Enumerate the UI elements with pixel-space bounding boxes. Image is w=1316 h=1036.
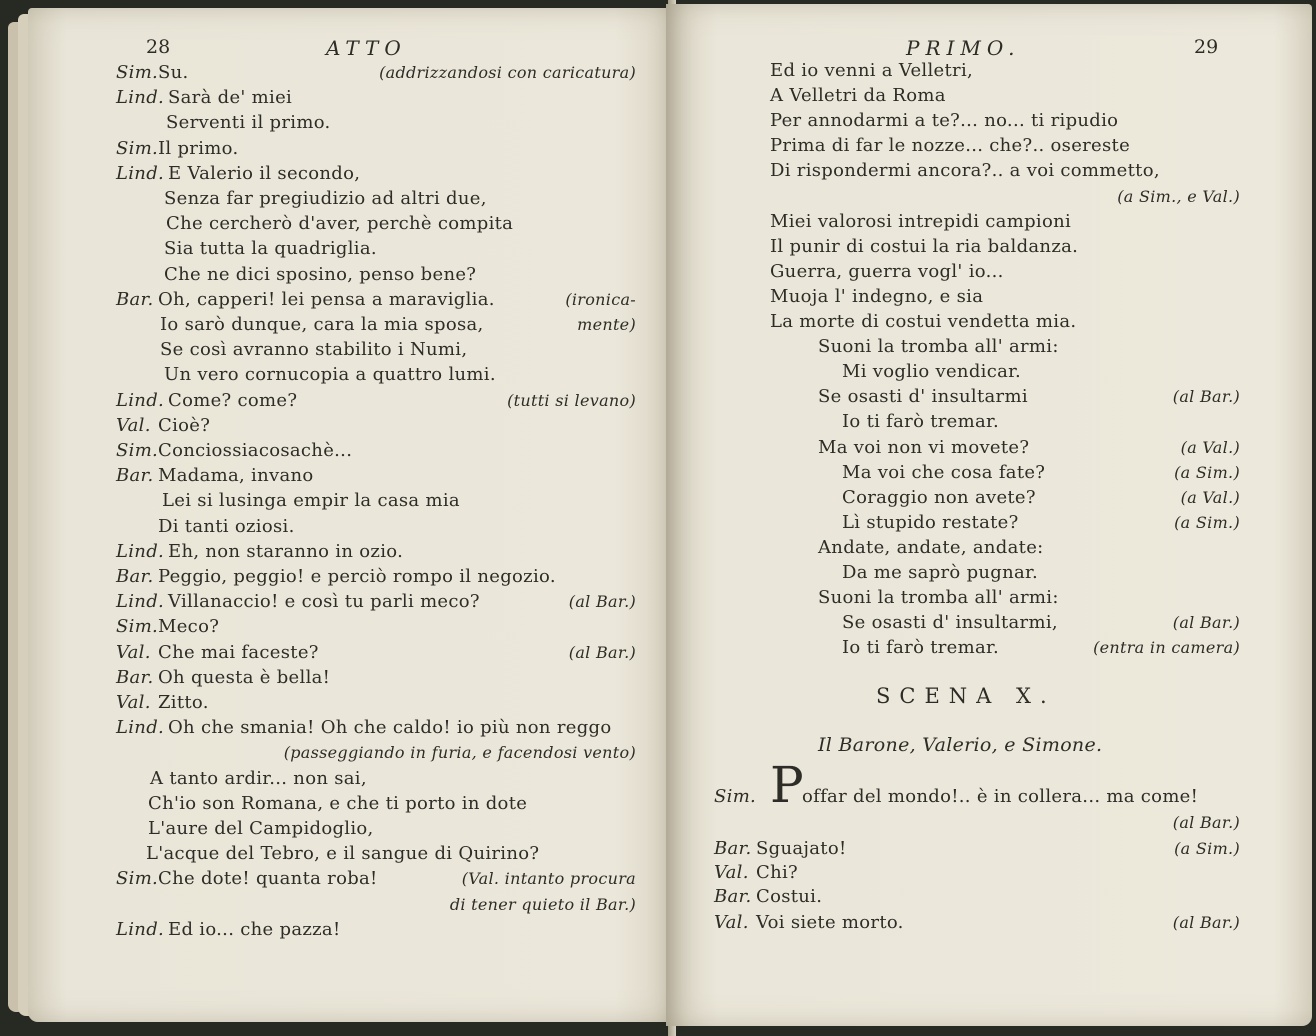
speaker-name: Bar. bbox=[116, 465, 154, 487]
speaker-name: Sim. bbox=[116, 62, 159, 83]
verse-line: Coraggio non avete? bbox=[842, 486, 1036, 508]
right-page bbox=[666, 4, 1312, 1026]
stage-direction: (al Bar.) bbox=[1172, 913, 1240, 932]
verse-line: Ch'io son Romana, e che ti porto in dote bbox=[148, 792, 528, 814]
verse-line: Io ti farò tremar. bbox=[842, 411, 999, 433]
stage-direction: (addrizzandosi con caricatura) bbox=[379, 63, 636, 82]
stage-direction: (Val. intanto procura bbox=[461, 869, 636, 889]
verse-line: Che cercherò d'aver, perchè compita bbox=[166, 213, 514, 235]
verse-line: Prima di far le nozze... che?.. osereste bbox=[770, 135, 1131, 157]
verse-line: Sia tutta la quadriglia. bbox=[164, 238, 377, 260]
verse-line: Ed io... che pazza! bbox=[168, 918, 341, 940]
verse-line: Mi voglio vendicar. bbox=[842, 361, 1022, 383]
verse-line: Suoni la tromba all' armi: bbox=[818, 587, 1059, 609]
speaker-name: Val. bbox=[116, 414, 151, 436]
speaker-name: Lind. bbox=[116, 591, 165, 613]
left-page bbox=[28, 8, 680, 1022]
stage-direction: (ironica- bbox=[565, 289, 636, 309]
speaker-name: Bar. bbox=[116, 566, 154, 587]
speaker-name: Bar. bbox=[714, 838, 752, 859]
page-number: 29 bbox=[1194, 36, 1219, 58]
verse-line: Conciossiacosachè... bbox=[158, 440, 353, 461]
verse-line: Cioè? bbox=[158, 414, 211, 436]
verse-line: L'aure del Campidoglio, bbox=[148, 818, 374, 839]
speaker-name: Bar. bbox=[116, 288, 154, 310]
stage-direction: (entra in camera) bbox=[1093, 638, 1240, 658]
speaker-name: Sim. bbox=[116, 616, 159, 638]
speaker-name: Sim. bbox=[714, 786, 757, 807]
dialogue-line: offar del mondo!.. è in collera... ma come! bbox=[802, 786, 1199, 807]
verse-line: Se osasti d' insultarmi bbox=[818, 386, 1028, 408]
verse-line: Io ti farò tremar. bbox=[842, 637, 999, 659]
verse-line: Guerra, guerra vogl' io... bbox=[770, 260, 1004, 282]
stage-direction: (al Bar.) bbox=[1172, 613, 1240, 633]
speaker-name: Lind. bbox=[116, 87, 165, 109]
stage-direction: (al Bar.) bbox=[1172, 813, 1240, 832]
speaker-name: Bar. bbox=[116, 666, 154, 688]
verse-line: Muoja l' indegno, e sia bbox=[770, 285, 984, 307]
scene-characters: Il Barone, Valerio, e Simone. bbox=[818, 734, 1103, 756]
verse-line: Un vero cornucopia a quattro lumi. bbox=[164, 364, 496, 386]
speaker-name: Lind. bbox=[116, 717, 165, 739]
verse-line: E Valerio il secondo, bbox=[168, 162, 361, 184]
verse-line: Ma voi non vi movete? bbox=[818, 436, 1030, 458]
stage-direction: (al Bar.) bbox=[568, 642, 636, 662]
speaker-name: Lind. bbox=[116, 389, 165, 411]
scene-title: SCENA X. bbox=[876, 684, 1056, 708]
verse-line: Da me saprò pugnar. bbox=[842, 562, 1038, 583]
stage-direction: (a Sim.) bbox=[1174, 512, 1240, 532]
verse-line: Eh, non staranno in ozio. bbox=[168, 540, 404, 562]
verse-line: Che dote! quanta roba! bbox=[158, 868, 378, 890]
speaker-name: Val. bbox=[116, 641, 151, 663]
speaker-name: Val. bbox=[714, 862, 749, 883]
verse-line: Peggio, peggio! e perciò rompo il negozio. bbox=[158, 566, 556, 587]
verse-line: Villanaccio! e così tu parli meco? bbox=[168, 591, 480, 613]
verse-line: Ed io venni a Velletri, bbox=[770, 60, 974, 81]
verse-line: Io sarò dunque, cara la mia sposa, bbox=[160, 314, 484, 335]
verse-line: Zitto. bbox=[158, 692, 209, 713]
verse-line: Oh questa è bella! bbox=[158, 666, 331, 688]
verse-line: L'acque del Tebro, e il sangue di Quirino? bbox=[146, 843, 540, 865]
stage-direction: di tener quieto il Bar.) bbox=[449, 894, 636, 914]
stage-direction: (al Bar.) bbox=[1172, 387, 1240, 407]
running-header: ATTO bbox=[326, 36, 407, 60]
speaker-name: Sim. bbox=[116, 137, 159, 159]
verse-line: Il primo. bbox=[158, 137, 239, 159]
verse-line: Il punir di costui la ria baldanza. bbox=[770, 235, 1079, 257]
verse-line: A tanto ardir... non sai, bbox=[150, 767, 367, 789]
stage-direction: (a Sim.) bbox=[1174, 839, 1240, 858]
dialogue-line: Chi? bbox=[756, 862, 798, 883]
speaker-name: Lind. bbox=[116, 540, 165, 562]
verse-line: La morte di costui vendetta mia. bbox=[770, 311, 1077, 332]
stage-direction: (passeggiando in furia, e facendosi vento) bbox=[283, 743, 636, 763]
verse-line: Se così avranno stabilito i Numi, bbox=[160, 339, 468, 361]
dialogue-line: Voi siete morto. bbox=[756, 912, 904, 933]
verse-line: Ma voi che cosa fate? bbox=[842, 461, 1046, 483]
drop-cap: P bbox=[770, 756, 804, 814]
speaker-name: Val. bbox=[714, 912, 749, 933]
speaker-name: Sim. bbox=[116, 440, 159, 461]
speaker-name: Bar. bbox=[714, 886, 752, 907]
verse-line: Andate, andate, andate: bbox=[818, 536, 1044, 558]
verse-line: Suoni la tromba all' armi: bbox=[818, 336, 1059, 358]
speaker-name: Sim. bbox=[116, 868, 159, 890]
verse-line: Che ne dici sposino, penso bene? bbox=[164, 263, 477, 285]
verse-line: Madama, invano bbox=[158, 465, 314, 487]
stage-direction: (al Bar.) bbox=[568, 592, 636, 612]
speaker-name: Lind. bbox=[116, 918, 165, 940]
dialogue-line: Sguajato! bbox=[756, 838, 847, 859]
verse-line: Per annodarmi a te?... no... ti ripudio bbox=[770, 110, 1119, 132]
verse-line: Se osasti d' insultarmi, bbox=[842, 612, 1058, 634]
verse-line: Lì stupido restate? bbox=[842, 511, 1019, 533]
stage-direction: mente) bbox=[577, 315, 636, 334]
verse-line: Senza far pregiudizio ad altri due, bbox=[164, 188, 487, 209]
verse-line: Sarà de' miei bbox=[168, 87, 293, 109]
page-number: 28 bbox=[146, 36, 171, 58]
verse-line: Di rispondermi ancora?.. a voi commetto, bbox=[770, 160, 1160, 182]
stage-direction: (a Val.) bbox=[1180, 437, 1240, 457]
dialogue-line: Costui. bbox=[756, 886, 823, 907]
verse-line: Oh, capperi! lei pensa a maraviglia. bbox=[158, 288, 495, 310]
stage-direction: (a Sim., e Val.) bbox=[1117, 186, 1240, 206]
verse-line: Meco? bbox=[158, 616, 220, 638]
running-header: PRIMO. bbox=[906, 36, 1021, 60]
stage-direction: (tutti si levano) bbox=[507, 390, 636, 410]
verse-line: A Velletri da Roma bbox=[770, 85, 946, 107]
verse-line: Come? come? bbox=[168, 389, 298, 411]
verse-line: Che mai faceste? bbox=[158, 641, 319, 663]
verse-line: Serventi il primo. bbox=[166, 112, 331, 134]
verse-line: Lei si lusinga empir la casa mia bbox=[162, 490, 460, 512]
verse-line: Su. bbox=[158, 62, 189, 83]
verse-line: Di tanti oziosi. bbox=[158, 515, 295, 537]
stage-direction: (a Sim.) bbox=[1174, 462, 1240, 482]
stage-direction: (a Val.) bbox=[1180, 487, 1240, 507]
verse-line: Oh che smania! Oh che caldo! io più non reggo bbox=[168, 717, 612, 739]
verse-line: Miei valorosi intrepidi campioni bbox=[770, 210, 1072, 232]
speaker-name: Lind. bbox=[116, 162, 165, 184]
speaker-name: Val. bbox=[116, 692, 151, 713]
